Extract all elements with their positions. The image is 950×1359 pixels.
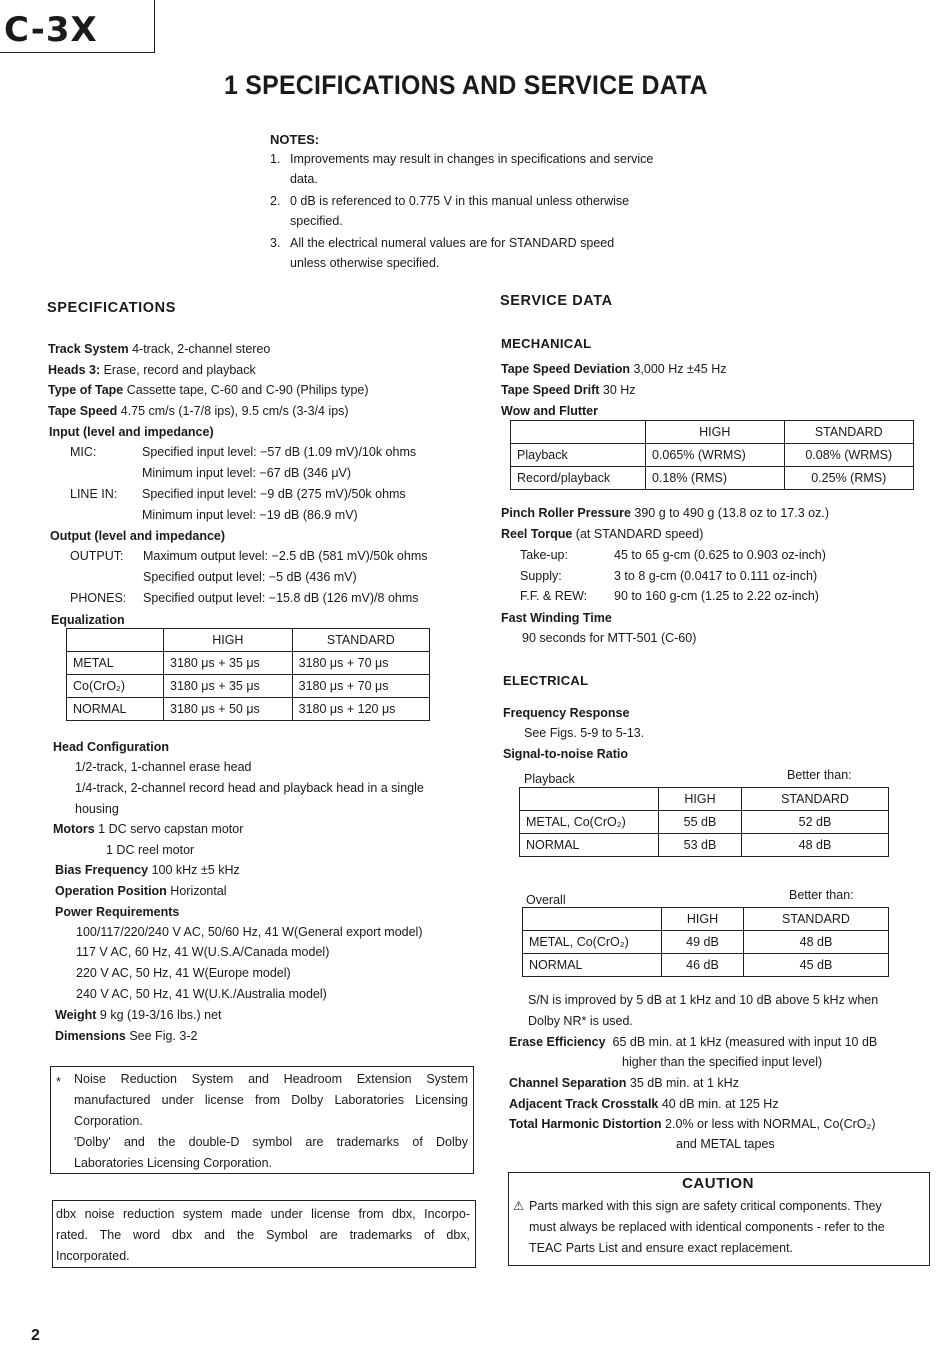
- sn-note-line2: Dolby NR* is used.: [528, 1014, 633, 1028]
- spec-mic-line1: Specified input level: −57 dB (1.09 mV)/10k ohms: [142, 445, 417, 459]
- svc-channel-separation: Channel Separation 35 dB min. at 1 kHz: [509, 1076, 739, 1090]
- spec-mic-label: MIC:: [70, 445, 97, 459]
- svc-ffrew-value: 90 to 160 g-cm (1.25 to 2.22 oz-inch): [614, 589, 819, 603]
- spec-motors: Motors 1 DC servo capstan motor: [53, 822, 244, 836]
- dolby-line2: manufactured under license from Dolby Laboratories Licensing: [74, 1093, 468, 1107]
- spec-power-line1: 100/117/220/240 V AC, 50/60 Hz, 41 W(General export model): [76, 925, 423, 939]
- dolby-star: *: [56, 1075, 61, 1089]
- spec-linein-line2: Minimum input level: −19 dB (86.9 mV): [142, 508, 358, 522]
- spec-out-line1: Maximum output level: −2.5 dB (581 mV)/50k ohms: [143, 549, 428, 563]
- service-data-heading: SERVICE DATA: [500, 293, 613, 309]
- table-row: Playback 0.065% (WRMS) 0.08% (WRMS): [511, 444, 914, 467]
- wow-flutter-table: [510, 420, 914, 490]
- spec-operation-position: Operation Position Horizontal: [55, 884, 227, 898]
- svc-erase-line2: higher than the specified input level): [622, 1055, 823, 1069]
- svc-thd: Total Harmonic Distortion 2.0% or less with NORMAL, Co(CrO₂): [509, 1117, 876, 1131]
- table-row: METAL, Co(CrO₂) 49 dB 48 dB: [523, 931, 889, 954]
- svc-erase-efficiency: Erase Efficiency 65 dB min. at 1 kHz (measured with input 10 dB: [509, 1035, 878, 1049]
- svc-speed-deviation: Tape Speed Deviation 3,000 Hz ±45 Hz: [501, 362, 727, 376]
- svc-adjacent-crosstalk: Adjacent Track Crosstalk 40 dB min. at 125 Hz: [509, 1097, 779, 1111]
- table-row: HIGH STANDARD: [511, 421, 914, 444]
- svc-snr-label: Signal-to-noise Ratio: [503, 747, 628, 761]
- spec-heads: Heads 3: Erase, record and playback: [48, 363, 256, 377]
- spec-headcfg-line2: 1/4-track, 2-channel record head and playback head in a single: [75, 781, 424, 795]
- table-row: Co(CrO₂) 3180 μs + 35 μs 3180 μs + 70 μs: [67, 675, 430, 698]
- svc-ffrew-label: F.F. & REW:: [520, 589, 588, 603]
- spec-mic-line2: Minimum input level: −67 dB (346 μV): [142, 466, 352, 480]
- spec-phones-label: PHONES:: [70, 591, 127, 605]
- spec-power-label: Power Requirements: [55, 905, 180, 919]
- spec-power-line3: 220 V AC, 50 Hz, 41 W(Europe model): [76, 966, 291, 980]
- spec-motors-line2: 1 DC reel motor: [106, 843, 195, 857]
- spec-track-system: Track System 4-track, 2-channel stereo: [48, 342, 271, 356]
- snr-playback-caption: Playback: [524, 772, 575, 786]
- spec-bias: Bias Frequency 100 kHz ±5 kHz: [55, 863, 240, 877]
- table-row: NORMAL 53 dB 48 dB: [520, 834, 889, 857]
- spec-output-label: Output (level and impedance): [50, 529, 226, 543]
- snr-better-than: Better than:: [787, 768, 852, 782]
- snr-overall-table: [522, 907, 889, 977]
- dolby-line4: 'Dolby' and the double-D symbol are trademarks of Dolby: [74, 1135, 468, 1149]
- caution-line1: Parts marked with this sign are safety critical components. They: [529, 1199, 882, 1213]
- dolby-line1: Noise Reduction System and Headroom Extension System: [74, 1072, 468, 1086]
- notes-heading: NOTES:: [270, 132, 320, 147]
- table-row: METAL 3180 μs + 35 μs 3180 μs + 70 μs: [67, 652, 430, 675]
- snr-playback-table: [519, 787, 889, 857]
- svc-fastwind-value: 90 seconds for MTT-501 (C-60): [522, 631, 697, 645]
- dbx-line3: Incorporated.: [56, 1249, 130, 1263]
- svc-supply-label: Supply:: [520, 569, 562, 583]
- dolby-line3: Corporation.: [74, 1114, 143, 1128]
- sn-note-line1: S/N is improved by 5 dB at 1 kHz and 10 dB above 5 kHz when: [528, 993, 879, 1007]
- svc-pinch-roller: Pinch Roller Pressure 390 g to 490 g (13.8 oz to 17.3 oz.): [501, 506, 829, 520]
- spec-headcfg-label: Head Configuration: [53, 740, 169, 754]
- table-row: Record/playback 0.18% (RMS) 0.25% (RMS): [511, 467, 914, 490]
- caution-line2: must always be replaced with identical components - refer to the: [529, 1220, 885, 1234]
- caution-line3: TEAC Parts List and ensure exact replacement.: [529, 1241, 794, 1255]
- spec-out-label: OUTPUT:: [70, 549, 124, 563]
- page-title: 1 SPECIFICATIONS AND SERVICE DATA: [224, 70, 708, 100]
- dolby-line5: Laboratories Licensing Corporation.: [74, 1156, 273, 1170]
- note-2: 2. 0 dB is referenced to 0.775 V in this manual unless otherwise specified.: [270, 194, 630, 228]
- svc-speed-drift: Tape Speed Drift 30 Hz: [501, 383, 636, 397]
- mechanical-heading: MECHANICAL: [501, 336, 592, 351]
- model-name: C-3X: [4, 10, 98, 50]
- dbx-line2: rated. The word dbx and the Symbol are trademarks of dbx,: [56, 1228, 470, 1242]
- spec-phones-line1: Specified output level: −15.8 dB (126 mV)/8 ohms: [143, 591, 419, 605]
- spec-power-line2: 117 V AC, 60 Hz, 41 W(U.S.A/Canada model): [76, 945, 330, 959]
- table-row: NORMAL 3180 μs + 50 μs 3180 μs + 120 μs: [67, 698, 430, 721]
- snr-better-than-2: Better than:: [789, 888, 854, 902]
- caution-heading: CAUTION: [682, 1175, 754, 1192]
- note-1: 1. Improvements may result in changes in specifications and service data.: [270, 152, 654, 186]
- spec-out-line2: Specified output level: −5 dB (436 mV): [143, 570, 357, 584]
- svc-freq-value: See Figs. 5-9 to 5-13.: [524, 726, 645, 740]
- spec-linein-line1: Specified input level: −9 dB (275 mV)/50k ohms: [142, 487, 406, 501]
- spec-linein-label: LINE IN:: [70, 487, 118, 501]
- spec-weight: Weight 9 kg (19-3/16 lbs.) net: [55, 1008, 222, 1022]
- dbx-line1: dbx noise reduction system made under license from dbx, Incorpo-: [56, 1207, 470, 1221]
- svc-reel-torque: Reel Torque (at STANDARD speed): [501, 527, 704, 541]
- snr-overall-caption: Overall: [526, 893, 566, 907]
- svc-supply-value: 3 to 8 g-cm (0.0417 to 0.111 oz-inch): [614, 569, 818, 583]
- table-row: METAL, Co(CrO₂) 55 dB 52 dB: [520, 811, 889, 834]
- svc-freq-label: Frequency Response: [503, 706, 630, 720]
- spec-headcfg-line1: 1/2-track, 1-channel erase head: [75, 760, 252, 774]
- table-row: HIGH STANDARD: [67, 629, 430, 652]
- spec-power-line4: 240 V AC, 50 Hz, 41 W(U.K./Australia model): [76, 987, 327, 1001]
- table-row: HIGH STANDARD: [520, 788, 889, 811]
- spec-input-label: Input (level and impedance): [49, 425, 214, 439]
- electrical-heading: ELECTRICAL: [503, 673, 589, 688]
- svc-thd-line2: and METAL tapes: [676, 1137, 775, 1151]
- svc-takeup-label: Take-up:: [520, 548, 568, 562]
- table-row: NORMAL 46 dB 45 dB: [523, 954, 889, 977]
- note-3: 3. All the electrical numeral values are for STANDARD speed unless otherwise specified.: [270, 236, 615, 270]
- caution-warning-icon: ⚠: [513, 1199, 525, 1213]
- spec-tape-speed: Tape Speed 4.75 cm/s (1-7/8 ips), 9.5 cm/s (3-3/4 ips): [48, 404, 349, 418]
- eq-table: [66, 628, 430, 721]
- spec-eq-label: Equalization: [51, 613, 125, 627]
- svc-wow-label: Wow and Flutter: [501, 404, 598, 418]
- table-row: HIGH STANDARD: [523, 908, 889, 931]
- svc-fastwind-label: Fast Winding Time: [501, 611, 612, 625]
- specifications-heading: SPECIFICATIONS: [47, 300, 176, 316]
- spec-headcfg-line3: housing: [75, 802, 119, 816]
- spec-dimensions: Dimensions See Fig. 3-2: [55, 1029, 198, 1043]
- svc-takeup-value: 45 to 65 g-cm (0.625 to 0.903 oz-inch): [614, 548, 826, 562]
- page-number: 2: [31, 1327, 40, 1344]
- spec-tape-type: Type of Tape Cassette tape, C-60 and C-90 (Philips type): [48, 383, 369, 397]
